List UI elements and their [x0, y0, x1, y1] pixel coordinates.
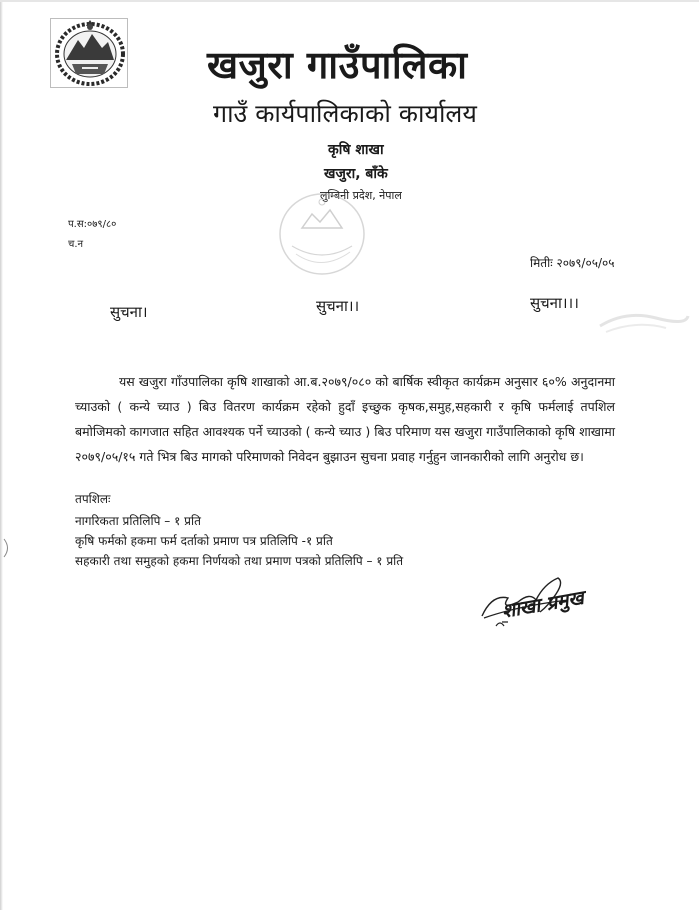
notice-heading: सुचना।। — [316, 297, 360, 315]
province-country: लुम्बिनी प्रदेश, नेपाल — [320, 189, 402, 202]
scan-edge — [0, 0, 3, 910]
office-title: खजुरा गाउँपालिका — [207, 43, 468, 87]
reference-number: प.स:०७९/८० — [68, 219, 117, 230]
office-subtitle: गाउँ कार्यपालिकाको कार्यालय — [213, 99, 477, 128]
required-document-item: नागरिकता प्रतिलिपि – १ प्रति — [75, 514, 201, 528]
notice-heading: सुचना।।। — [530, 294, 579, 312]
notice-body-paragraph: यस खजुरा गाँउपालिका कृषि शाखाको आ.ब.२०७९/०८० को बार्षिक स्वीकृत कार्यक्रम अनुसार ६०% अनुदानमा च्याउको ( कन्ये च्याउ ) बिउ वितरण कार्यक्रम रहेको हुदाँ इच्छुक कृषक,समुह,सहकारी र कृषि फर्मलाई तपशिल बमोजिमको कागजात सहित आवश्यक पर्ने च्याउको ( कन्ये च्याउ ) बिउ परिमाण यस खजुरा गाउँपालिकाको कृषि शाखामा २०७९/०५/१५ गते भित्र बिउ मागको परिमाणको निवेदन बुझाउन सुचना प्रवाह गर्नुहुन जानकारीको लागि अनुरोध छ। — [75, 373, 615, 464]
stamp-smudge — [596, 306, 691, 338]
faded-seal-watermark — [272, 188, 372, 280]
dispatch-number: च.न — [68, 239, 84, 250]
office-address: खजुरा, बाँके — [324, 166, 388, 182]
required-document-item: सहकारी तथा समुहको हकमा निर्णयको तथा प्रमाण पत्रको प्रतिलिपि – १ प्रति — [75, 554, 404, 568]
notice-heading: सुचना। — [110, 303, 148, 321]
signatory-title: शाखा प्रमुख — [500, 586, 586, 623]
details-heading: तपशिलः — [75, 492, 111, 506]
scan-edge-top — [0, 0, 699, 2]
document-date: मितीः २०७९/०५/०५ — [530, 256, 615, 270]
nepal-emblem-logo — [50, 18, 128, 88]
department-name: कृषि शाखा — [328, 142, 384, 158]
margin-punch-mark — [2, 537, 12, 559]
required-document-item: कृषि फर्मको हकमा फर्म दर्ताको प्रमाण पत्र प्रतिलिपि -१ प्रति — [75, 534, 333, 548]
